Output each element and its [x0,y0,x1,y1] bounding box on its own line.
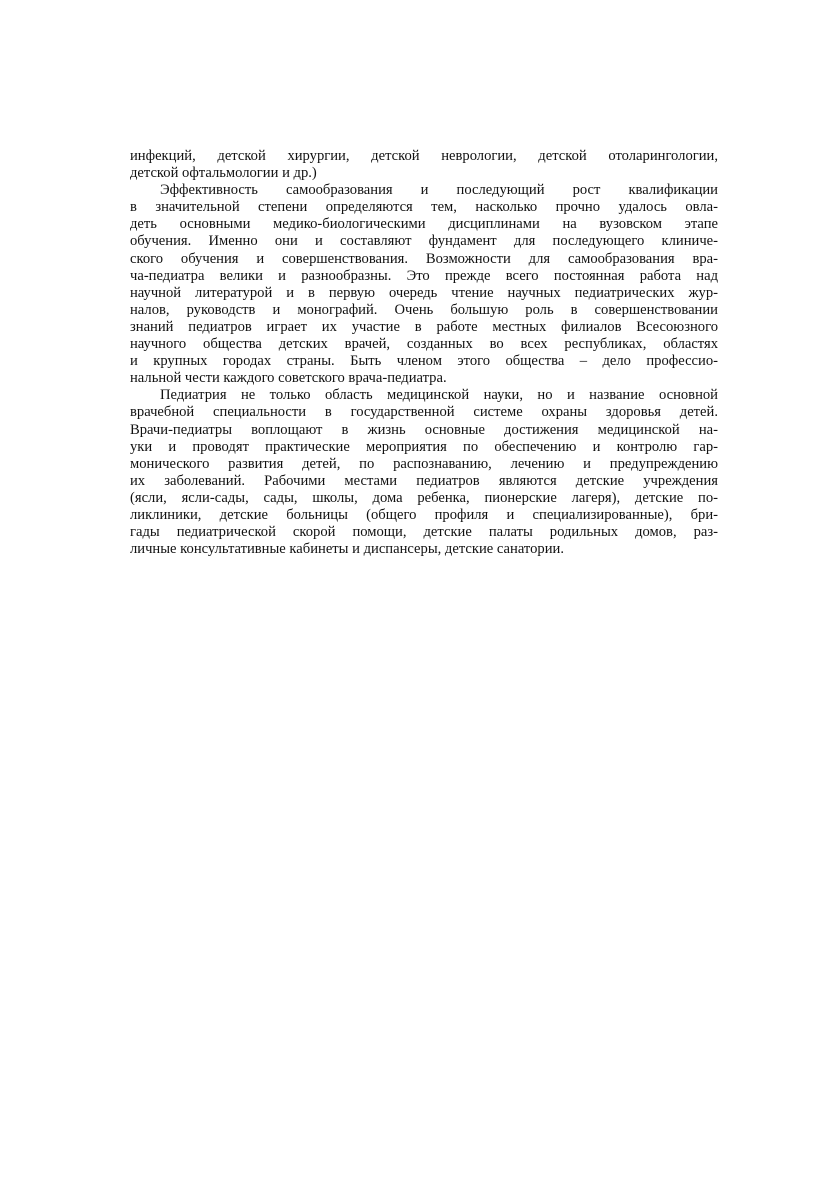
text-line: деть основными медико-биологическими дисциплинами на вузовском этапе [130,216,718,233]
text-line: научного общества детских врачей, созданных во всех республиках, областях [130,336,718,353]
paragraph-1 [130,148,718,182]
text-line: в значительной степени определяются тем, насколько прочно удалось овла- [130,199,718,216]
text-line: уки и проводят практические мероприятия по обеспечению и контролю гар- [130,438,718,455]
text-line: и крупных городах страны. Быть членом этого общества – дело профессио- [130,353,718,370]
text-line: нальной чести каждого советского врача-педиатра. [130,370,447,387]
text-line: налов, руководств и монографий. Очень большую роль в совершенствовании [130,301,718,318]
text-line: (ясли, ясли-сады, сады, школы, дома ребенка, пионерские лагеря), детские по- [130,489,718,506]
text-line: Врачи-педиатры воплощают в жизнь основные достижения медицинской на- [130,421,718,438]
body-text [130,148,718,558]
text-line: инфекций, детской хирургии, детской неврологии, детской отоларингологии, [130,148,718,164]
text-line: Педиатрия не только область медицинской науки, но и название основной [160,387,718,404]
paragraph-2 [130,182,718,387]
text-line: детской офтальмологии и др.) [130,165,317,182]
text-line: личные консультативные кабинеты и диспансеры, детские санатории. [130,541,564,558]
text-line: ского обучения и совершенствования. Возможности для самообразования вра- [130,250,718,267]
text-line: врачебной специальности в государственной системе охраны здоровья детей. [130,404,718,421]
paragraph-3 [130,387,718,558]
text-line: монического развития детей, по распознаванию, лечению и предупреждению [130,455,718,472]
text-line: научной литературой и в первую очередь чтение научных педиатрических жур- [130,284,718,301]
text-line: Эффективность самообразования и последующий рост квалификации [160,182,718,199]
text-line: знаний педиатров играет их участие в работе местных филиалов Всесоюзного [130,318,718,335]
text-line: гады педиатрической скорой помощи, детские палаты родильных домов, раз- [130,524,718,541]
text-line: ликлиники, детские больницы (общего профиля и специализированные), бри- [130,506,718,523]
text-line: их заболеваний. Рабочими местами педиатров являются детские учреждения [130,472,718,489]
text-line: ча-педиатра велики и разнообразны. Это прежде всего постоянная работа над [130,267,718,284]
text-line: обучения. Именно они и составляют фундамент для последующего клиниче- [130,233,718,250]
